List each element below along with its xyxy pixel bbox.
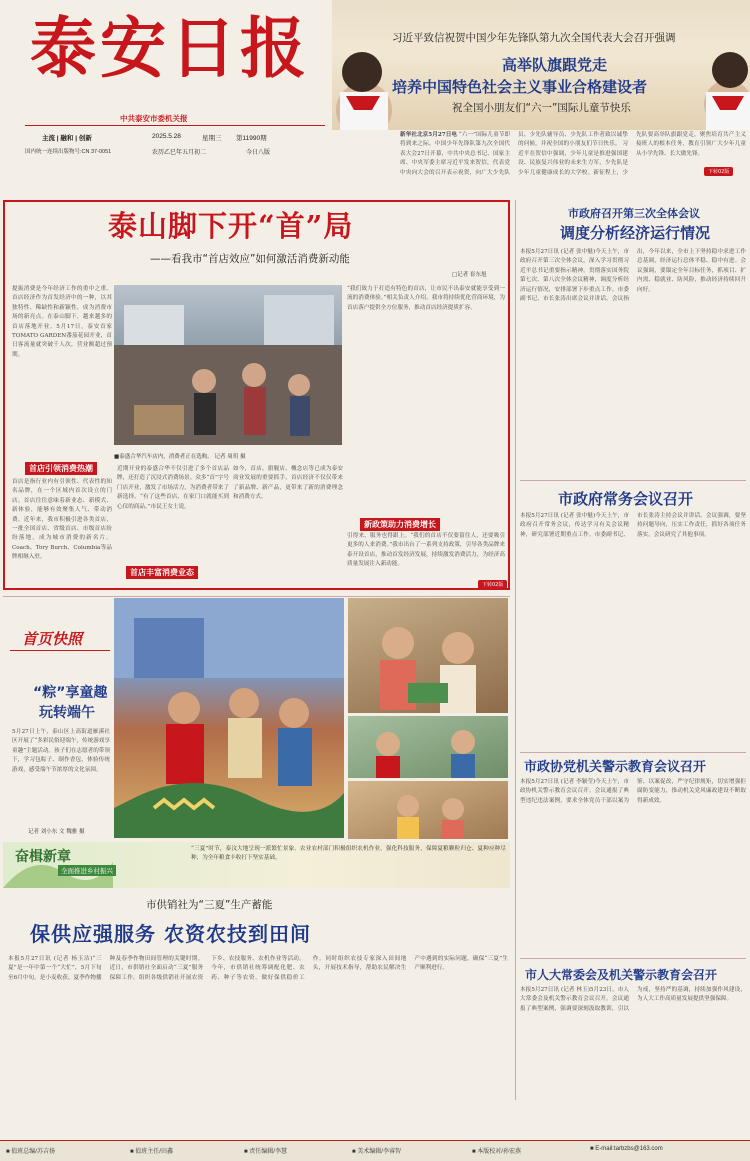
photo-headline-1: “粽”享童趣	[33, 685, 108, 701]
photo-credit: 记者 刘小东 文 魏雅 摄	[28, 829, 85, 835]
lead-body-col4: 引得来，服务也得跟上。“我们的首店不仅要留住人，还要吸引更多的人来消费。”我市出台了一系列支持政策，引导各类品牌来泰开设首店，推动首发经济发展，持续激发消费活力，为经济高质量发展注入新动能。	[347, 533, 505, 568]
footer-item: ■ E-mail:tarbzbs@163.com	[590, 1146, 663, 1152]
masthead-issn: 国内统一连续出版物号:CN 37-0051	[25, 149, 112, 155]
rural-banner	[3, 842, 510, 888]
photo-right-middle	[348, 716, 508, 778]
masthead	[0, 0, 330, 175]
lead-byline: □记者 崔东旭	[452, 272, 487, 278]
banner-sub: 全面推进乡村振兴	[58, 865, 116, 876]
footer-bar	[0, 1140, 750, 1161]
masthead-lunar: 农历乙巳年五月初二	[152, 150, 207, 156]
lead-body-col3: 如今，首店、旗舰店、概念店等已成为泰安商业发展的重要抓手。首店经济不仅仅带来了新品牌、新产品，更带来了新的消费理念和消费方式。	[233, 466, 343, 501]
banner-text: “三夏”时节，泰汶大地呈现一派繁忙景象。农业农村部门积极组织农机作业，强化科技服务，保障夏粮颗粒归仓、夏种应种尽种，为全年粮食丰收打下坚实基础。	[191, 846, 506, 862]
lead-body-col-right: “我们致力于打造有特色的首店，让市民不出泰安就能享受到一流的消费体验。”相关负责人介绍。我市将持续优化营商环境，为首店落户提供全方位服务，推动首店经济提质扩容。	[347, 286, 505, 311]
right1-body: 本报5月27日讯 (记者 张中魁)今天上午，市政府召开第三次全体会议，深入学习贯彻习近平总书记重要指示精神，贯彻落实国务院第七次、第八次全体会议精神，调度分析经济运行情况，安排部署下步重点工作。市委副书记、市长张涛出席会议并讲话。会议指出，今年以来，全市上下坚持稳中求进工作总基调，经济运行总体平稳、稳中有进。会议强调，要锚定全年目标任务，抓项目、扩内需、稳就业、防风险，推动经济持续回升向好。	[520, 249, 746, 303]
lead-subhead-1: 首店引领消费热潮	[25, 462, 97, 475]
footer-item: ■ 责任编辑/李慧	[244, 1149, 287, 1155]
photo-body: 5月27日上午，泰山区上高街道雁溪社区开展了“多彩民俗迎端午，传统游戏享童趣”主题活动。孩子们在志愿者的带领下，学习包粽子、制作香包，体验传统游戏，感受端午节浓厚的文化氛围。	[12, 729, 110, 773]
top-subtitle: 祝全国小朋友们“六一”国际儿童节快乐	[452, 102, 631, 114]
top-byline: 新华社北京5月27日电	[400, 132, 458, 138]
photo-headline-2: 玩转端午	[39, 705, 95, 721]
masthead-weekday: 星期三	[202, 135, 222, 142]
kids-photo-top	[332, 0, 750, 130]
lead-body-col1b: 首店是指行业内有引领性、代表性的知名品牌，在一个区域内首次设立的门店。首店往往意味着新业态、新模式、新体验，能够有效聚集人气、带动消费。近年来，我市积极引进各类首店，一批全国首店、省级首店、市级首店纷纷落地，成为城市消费的新名片。Coach、Tory Burch、Columbia等品牌相继入驻。	[12, 479, 112, 561]
footer-item: ■ 本版校对/孙宏燕	[472, 1149, 521, 1155]
masthead-sub: 中共泰安市委机关报	[120, 114, 188, 123]
right1-title-1: 市政府召开第三次全体会议	[568, 207, 700, 220]
lead-body-col2: 近期开业的泰盛合华不仅引进了多个首店品牌，还打造了沉浸式消费场景。众多“首”字号门店开业，激发了市场活力，为消费者带来了新选择。“有了这些首店，在家门口就能买到心仪的商品。”市民王女士说。	[117, 466, 229, 510]
right2-title: 市政府常务会议召开	[558, 490, 694, 508]
lead-photo	[114, 285, 342, 445]
photo-main	[114, 598, 344, 838]
lead-subhead-2: 首店丰富消费业态	[126, 566, 198, 579]
top-body: 新华社北京5月27日电 “六一”国际儿童节即将到来之际，中国少年先锋队第九次全国代表大会27日开幕，中共中央总书记、国家主席、中央军委主席习近平发来贺信，代表党中央向大会的召开表示祝贺，向广大少先队员、少先队辅导员、少先队工作者致以诚挚的问候，并祝全国的小朋友们节日快乐。 习近平在贺信中强调，少年儿童是推进强国建设、民族复兴伟业的未来生力军，少先队是少年儿童健康成长的大学校。新征程上，少先队要高举队旗跟党走，聚焦培育共产主义接班人的根本任务，教育引领广大少年儿童从小学先锋、长大做先锋。	[400, 132, 746, 176]
bottom-body: 本报5月27日讯 (记者 杨玉洁)“三夏”是一年中第一个“大忙”，5月下旬至6月中旬，是小麦收获、夏季作物播种及春季作物田间管理的关键时期。近日，市供销社全面启动“三夏”服务保障工作，组织各级供销社开展农资下乡、农技服务、农机作业等活动。 今年，市供销社统筹调配化肥、农药、种子等农资，做好保供稳价工作。同时组织农技专家深入田间地头，开展技术指导，帮助农民解决生产中遇到的实际问题，确保“三夏”生产顺利进行。	[8, 956, 508, 981]
lead-body-col1: 提振消费是今年经济工作的重中之重。首店经济作为首发经济中的一种，以其独特性、稀缺性和新颖性，成为消费市场的新亮点。在泰山脚下，越来越多的首店落地开业。5月17日，泰安首家TOMATO GARDEN番茄花园开业，首日客流量就突破千人次，营业额超过预期。	[12, 286, 112, 358]
photo-right-bottom	[348, 781, 508, 839]
lead-title: 泰山脚下开“首”局	[108, 209, 354, 243]
lead-subtitle: ——看我市“首店效应”如何激活消费新动能	[150, 253, 350, 265]
top-continue: 下转02版	[704, 167, 733, 176]
top-kicker: 习近平致信祝贺中国少年先锋队第九次全国代表大会召开强调	[392, 32, 676, 44]
masthead-issue: 第11990期	[236, 135, 267, 142]
footer-item: ■ 美术编辑/李睿智	[352, 1149, 401, 1155]
lead-continue: 下转02版	[478, 580, 507, 589]
right1-title-2: 调度分析经济运行情况	[560, 224, 711, 242]
right3-body: 本报5月27日讯 (记者 李颖莹)今天上午，市政协机关警示教育会议召开。会议通报了典型违纪违法案例，要求全体党员干部以案为鉴、以案促改，严守纪律规矩，切实增强拒腐防变能力，推动机关党风廉政建设不断取得新成效。	[520, 779, 746, 804]
photo-section-label: 首页快照	[22, 630, 83, 648]
masthead-pages: 今日八版	[246, 150, 271, 156]
top-title-2: 培养中国特色社会主义事业合格建设者	[392, 78, 648, 96]
banner-kicker: 奋楫新章	[15, 849, 71, 865]
right4-body: 本报5月27日讯 (记者 林玉)5月23日，市人大常委会及机关警示教育会议召开。会议通报了典型案例，强调要深刻汲取教训，引以为戒，坚持严的基调，持续加强作风建设，为人大工作高质量发展提供坚强保障。	[520, 987, 746, 1012]
right4-title: 市人大常委会及机关警示教育会召开	[525, 968, 718, 982]
footer-item: ■ 值班主任/田鑫	[130, 1149, 173, 1155]
bottom-kicker: 市供销社为“三夏”生产蓄能	[146, 899, 273, 911]
lead-subhead-3: 新政策助力消费增长	[360, 518, 440, 531]
bottom-title: 保供应强服务 农资农技到田间	[30, 922, 311, 946]
newspaper-logo: 泰安日报	[30, 9, 310, 87]
masthead-date: 2025.5.28	[152, 133, 181, 140]
photo-right-top	[348, 598, 508, 713]
masthead-columns: 主流 | 融和 | 创新	[42, 135, 92, 142]
footer-item: ■ 值班总编/苏吉扬	[6, 1149, 55, 1155]
lead-photo-caption: ■泰盛合华汽车店内，消费者正在选购。 记者 周玥 摄	[114, 454, 246, 460]
top-title-1: 高举队旗跟党走	[502, 56, 608, 74]
right3-title: 市政协党机关警示教育会议召开	[524, 760, 707, 775]
right2-body: 本报5月27日讯 (记者 张中魁)今天上午，市政府召开常务会议，传达学习有关会议精神，研究部署近期重点工作。市委副书记、市长张涛主持会议并讲话。会议强调，要坚持问题导向，压实工作责任，抓好各项任务落实。会议研究了其他事项。	[520, 513, 746, 538]
